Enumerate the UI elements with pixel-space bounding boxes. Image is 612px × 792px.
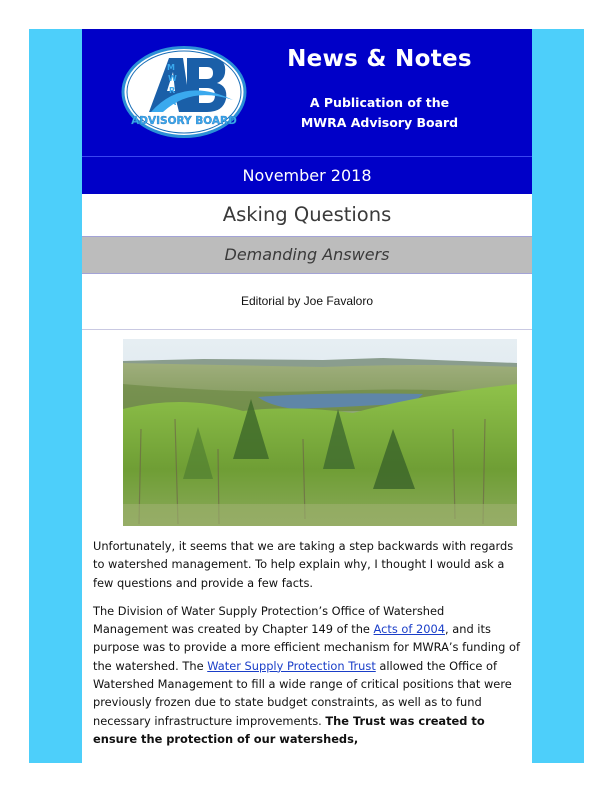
paragraph-text: , and its purpose was to provide a more efficient mechanism for MWRA’s funding of the watershed. The — [93, 622, 520, 673]
paragraph-history — [93, 602, 521, 748]
masthead — [82, 29, 532, 157]
acts-of-2004-link[interactable]: Acts of 2004 — [373, 622, 446, 637]
masthead-subtitle — [272, 93, 487, 133]
paragraph-text: allowed the Office of Watershed Management to fill a wide range of critical positions that were previously frozen due to state budget constraints, as well as to fund necessary infrastructure improvements. — [93, 658, 512, 728]
page-side-band — [29, 29, 584, 763]
svg-text:R: R — [169, 86, 176, 95]
reservoir-forest-image — [123, 339, 517, 526]
article-subtitle: Demanding Answers — [82, 236, 532, 274]
paragraph-text: The Division of Water Supply Protection’s Office of Watershed Management was created by Chapter 149 of the — [93, 603, 445, 637]
svg-text:M: M — [167, 63, 175, 72]
svg-text:A: A — [170, 98, 177, 107]
article-title: Asking Questions — [82, 194, 532, 236]
advisory-board-logo — [121, 46, 247, 138]
landscape-photo — [123, 339, 517, 526]
article-body — [82, 526, 532, 748]
svg-text:W: W — [168, 74, 177, 83]
paragraph-intro: Unfortunately, it seems that we are taking a step backwards with regards to watershed management. To help explain why, I thought I would ask a few questions and provide a few facts. — [93, 539, 514, 590]
issue-date: November 2018 — [82, 157, 532, 194]
svg-text:ADVISORY BOARD: ADVISORY BOARD — [131, 115, 237, 127]
article-byline: Editorial by Joe Favaloro — [82, 274, 532, 330]
paragraph-bold-text: The Trust was created to ensure the protection of our watersheds, — [93, 713, 485, 746]
masthead-subtitle-line1: A Publication of the — [309, 95, 450, 110]
newsletter-column — [82, 29, 532, 763]
water-supply-protection-trust-link[interactable]: Water Supply Protection Trust — [207, 658, 376, 673]
masthead-title: News & Notes — [287, 46, 472, 72]
masthead-subtitle-line2: MWRA Advisory Board — [300, 115, 459, 130]
